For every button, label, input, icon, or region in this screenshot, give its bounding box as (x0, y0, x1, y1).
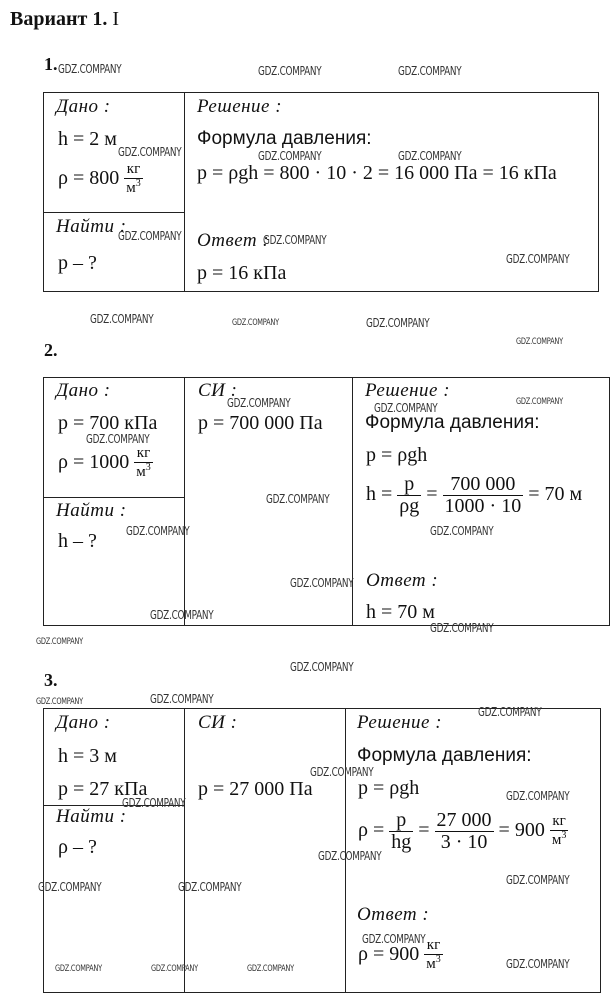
task-2-calc: h = $\frac{p}{\rho g}$ = $\frac{700 000}{1000 \cdot 10}$ = 70 м (366, 473, 583, 517)
watermark: GDZ.COMPANY (506, 252, 570, 266)
task-3-answer-label: Ответ : (357, 904, 430, 925)
watermark: GDZ.COMPANY (430, 524, 494, 538)
watermark: GDZ.COMPANY (478, 705, 542, 719)
task-2-formula: p = ρgh (366, 444, 428, 466)
task-2-si-label: СИ : (198, 380, 238, 401)
task-3-given-p: p = 27 кПа (58, 778, 148, 800)
task-3-answer: ρ = 900 $\frac{кг}{м^3}$ (358, 937, 441, 972)
task-1-divider (184, 92, 185, 292)
task-2-rho-unit: $\frac{кг}{м^3}$ (136, 445, 151, 480)
watermark: GDZ.COMPANY (150, 692, 214, 706)
task-3-divider-1 (184, 708, 185, 993)
watermark: GDZ.COMPANY (118, 145, 182, 159)
watermark: GDZ.COMPANY (290, 576, 354, 590)
task-3-formula: p = ρgh (358, 777, 420, 799)
task-3-frac-2: $\frac{27 000}{3 \cdot 10}$ (436, 809, 492, 853)
watermark: GDZ.COMPANY (266, 492, 330, 506)
task-1-find-label: Найти : (56, 216, 127, 237)
watermark: GDZ.COMPANY (398, 149, 462, 163)
task-2-given-label: Дано : (56, 380, 111, 401)
watermark: GDZ.COMPANY (126, 524, 190, 538)
task-3-find-label: Найти : (56, 806, 127, 827)
watermark: GDZ.COMPANY (58, 62, 122, 76)
task-1-solution: p = ρgh = 800 · 10 · 2 = 16 000 Па = 16 кПа (197, 162, 557, 184)
task-1-number: 1. (44, 54, 58, 74)
task-3-calc: ρ = $\frac{p}{hg}$ = $\frac{27 000}{3 \cdot 10}$ = 900 $\frac{кг}{м^3}$ (358, 809, 567, 853)
watermark: GDZ.COMPANY (118, 229, 182, 243)
watermark: GDZ.COMPANY (247, 964, 294, 974)
watermark: GDZ.COMPANY (55, 964, 102, 974)
watermark: GDZ.COMPANY (258, 149, 322, 163)
title-mark: I (112, 8, 120, 30)
watermark: GDZ.COMPANY (227, 396, 291, 410)
task-3-given-label: Дано : (56, 712, 111, 733)
task-2-si-p: p = 700 000 Па (198, 412, 323, 434)
watermark: GDZ.COMPANY (258, 64, 322, 78)
task-2-formula-label: Формула давления: (365, 412, 540, 433)
watermark: GDZ.COMPANY (366, 316, 430, 330)
watermark: GDZ.COMPANY (150, 608, 214, 622)
task-2-solution-label: Решение : (365, 380, 451, 401)
task-3-find: ρ – ? (58, 836, 97, 858)
watermark: GDZ.COMPANY (36, 637, 83, 647)
watermark: GDZ.COMPANY (38, 880, 102, 894)
watermark: GDZ.COMPANY (516, 337, 563, 347)
task-2-given-p: p = 700 кПа (58, 412, 158, 434)
task-1-given-rho: ρ = 800 $\frac{кг}{м^3}$ (58, 161, 141, 196)
watermark: GDZ.COMPANY (506, 789, 570, 803)
watermark: GDZ.COMPANY (310, 765, 374, 779)
task-3-rho-unit: $\frac{кг}{м^3}$ (551, 813, 567, 848)
task-2-find: h – ? (58, 530, 97, 552)
watermark: GDZ.COMPANY (374, 401, 438, 415)
watermark: GDZ.COMPANY (122, 796, 186, 810)
watermark: GDZ.COMPANY (398, 64, 462, 78)
task-2-number: 2. (44, 340, 58, 360)
task-3-si-p: p = 27 000 Па (198, 778, 313, 800)
task-2-given-divider (43, 497, 185, 498)
task-1-answer-label: Ответ : (197, 230, 270, 251)
watermark: GDZ.COMPANY (232, 318, 279, 328)
watermark: GDZ.COMPANY (36, 697, 83, 707)
watermark: GDZ.COMPANY (516, 397, 563, 407)
watermark: GDZ.COMPANY (362, 932, 426, 946)
watermark: GDZ.COMPANY (506, 873, 570, 887)
task-2-divider-1 (184, 377, 185, 626)
watermark: GDZ.COMPANY (151, 964, 198, 974)
task-3-si-label: СИ : (198, 712, 238, 733)
task-1-solution-label: Решение : (197, 96, 283, 117)
task-2-frac-1: $\frac{p}{\rho g}$ (399, 473, 420, 517)
task-3-solution-label: Решение : (357, 712, 443, 733)
task-2-given-rho: ρ = 1000 $\frac{кг}{м^3}$ (58, 445, 151, 480)
task-3-answer-unit: $\frac{кг}{м^3}$ (426, 937, 441, 972)
task-3-given-h: h = 3 м (58, 745, 117, 767)
watermark: GDZ.COMPANY (263, 233, 327, 247)
watermark: GDZ.COMPANY (430, 621, 494, 635)
watermark: GDZ.COMPANY (506, 957, 570, 971)
task-1-answer: p = 16 кПа (197, 262, 287, 284)
task-1-formula-label: Формула давления: (197, 128, 372, 149)
task-1-find: p – ? (58, 252, 97, 274)
task-3-formula-label: Формула давления: (357, 745, 532, 766)
watermark: GDZ.COMPANY (318, 849, 382, 863)
task-1-given-divider (43, 212, 185, 213)
page-title: Вариант 1. I (10, 8, 120, 30)
watermark: GDZ.COMPANY (86, 432, 150, 446)
task-2-frac-2: $\frac{700 000}{1000 \cdot 10}$ (444, 473, 522, 517)
task-1-given-h: h = 2 м (58, 128, 117, 150)
task-2-answer: h = 70 м (366, 601, 435, 623)
watermark: GDZ.COMPANY (178, 880, 242, 894)
watermark: GDZ.COMPANY (290, 660, 354, 674)
task-1-given-label: Дано : (56, 96, 111, 117)
task-3-frac-1: $\frac{p}{hg}$ (391, 809, 412, 853)
task-1-rho-unit: $\frac{кг}{м^3}$ (126, 161, 141, 196)
task-2-answer-label: Ответ : (366, 570, 439, 591)
task-2-find-label: Найти : (56, 500, 127, 521)
watermark: GDZ.COMPANY (90, 312, 154, 326)
task-3-number: 3. (44, 670, 58, 690)
